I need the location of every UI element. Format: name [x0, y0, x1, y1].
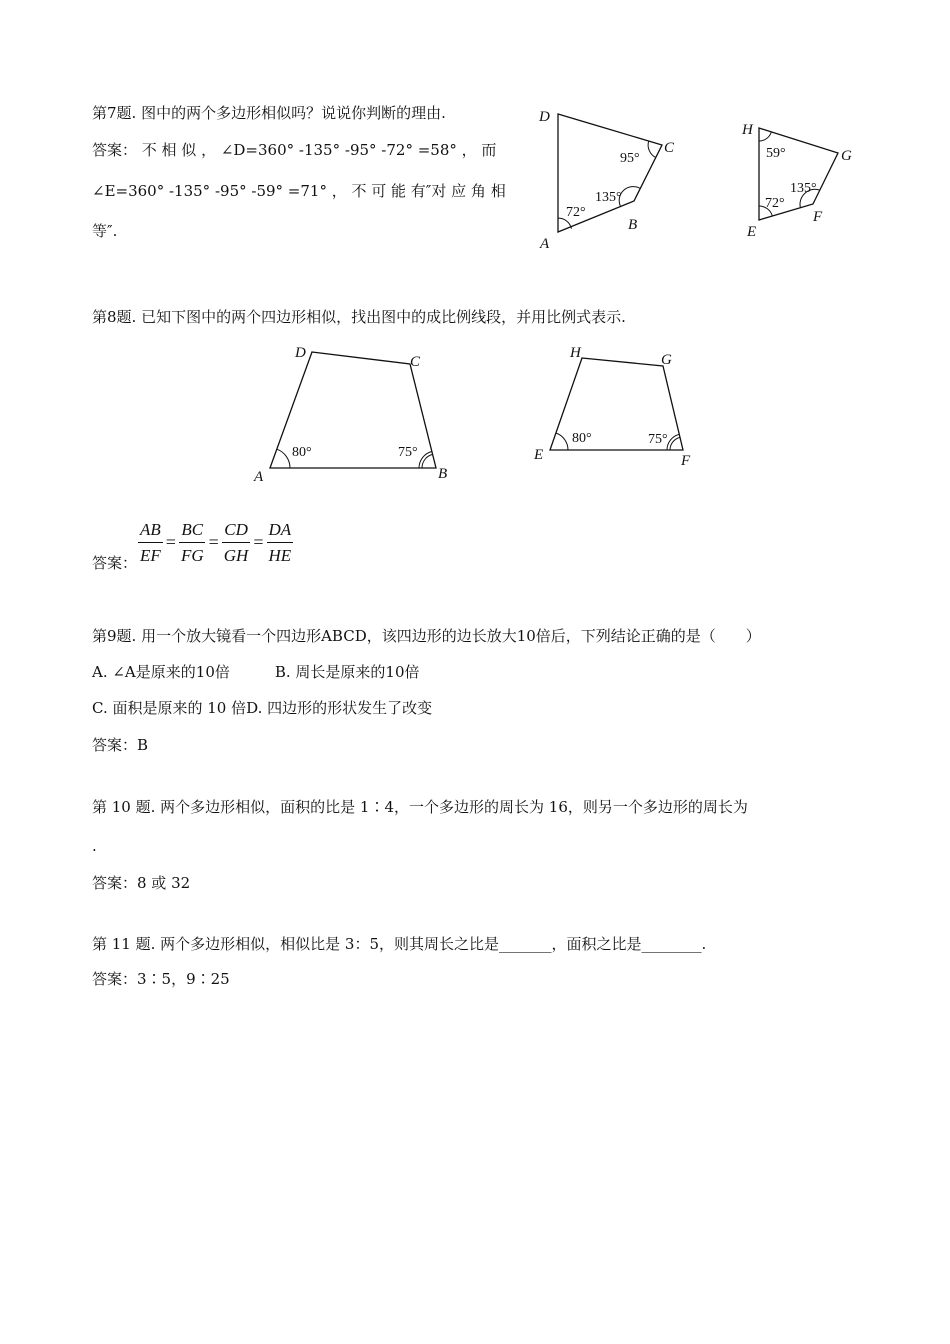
q8-answer-label: 答案： [92, 554, 138, 572]
label-C: C [664, 140, 675, 156]
label-E: E [747, 224, 757, 240]
q7-figure-abcd [530, 100, 690, 260]
equals-sign: = [208, 532, 219, 552]
ratio-4 [267, 519, 294, 566]
label-A: A [540, 236, 550, 252]
angle-E: 80° [572, 431, 592, 446]
q8-figure-efgh [530, 340, 710, 475]
angle-F: 75° [648, 432, 668, 447]
angle-B: 135° [595, 190, 622, 205]
angle-H: 59° [766, 146, 786, 161]
q9-answer: 答案：B [92, 736, 149, 754]
ratio-1-den: EF [140, 546, 161, 565]
ratio-2-den: FG [180, 546, 204, 565]
label-G: G [841, 148, 852, 164]
ratio-3-den: GH [223, 546, 249, 565]
angle-A: 80° [292, 445, 312, 460]
ratio-3-num: CD [222, 519, 250, 543]
q10-dot: . [92, 837, 97, 855]
q8-question: 第8题. 已知下图中的两个四边形相似，找出图中的成比例线段，并用比例式表示. [92, 308, 626, 326]
q9-options-ab: A. ∠A是原来的10倍 B. 周长是原来的10倍 [92, 663, 420, 681]
q10-answer: 答案：8 或 32 [92, 874, 191, 892]
angle-F: 135° [790, 181, 817, 196]
angle-B: 75° [398, 445, 418, 460]
q11-answer: 答案：3∶5，9∶25 [92, 970, 230, 988]
label-F: F [813, 209, 823, 225]
label-F: F [681, 453, 691, 469]
ratio-1-num: AB [138, 519, 163, 543]
label-C: C [410, 354, 421, 370]
q7-question: 第7题. 图中的两个多边形相似吗？说说你判断的理由. [92, 104, 446, 122]
label-E: E [534, 447, 544, 463]
q10-question: 第 10 题. 两个多边形相似，面积的比是 1∶4，一个多边形的周长为 16，则另一个多边形的周长为 [92, 798, 748, 816]
ratio-4-num: DA [267, 519, 294, 543]
q7-figure-efgh [740, 110, 870, 250]
q7-answer-line1: 答案： 不 相 似 ， ∠D=360° -135° -95° -72° =58° ， 而 [92, 141, 497, 159]
q9-question: 第9题. 用一个放大镜看一个四边形ABCD，该四边形的边长放大10倍后，下列结论正确的是（ ） [92, 627, 761, 645]
ratio-2 [179, 519, 206, 566]
ratio-4-den: HE [268, 546, 292, 565]
equals-sign: = [253, 532, 264, 552]
q7-answer-line3: 等″. [92, 222, 118, 240]
q8-answer [92, 512, 294, 573]
label-G: G [661, 352, 672, 368]
q7-answer-line2: ∠E=360° -135° -95° -59° =71° ， 不 可 能 有″对 应 角 相 [92, 182, 506, 200]
ratio-1 [138, 519, 163, 566]
equals-sign: = [165, 532, 176, 552]
q8-figure-abcd [250, 340, 460, 490]
label-A: A [254, 469, 264, 485]
q11-question: 第 11 题. 两个多边形相似，相似比是 3：5，则其周长之比是_______，面积之比是________. [92, 935, 707, 953]
label-B: B [628, 217, 638, 233]
label-H: H [570, 345, 581, 361]
angle-A: 72° [566, 205, 586, 220]
label-H: H [742, 122, 753, 138]
angle-C: 95° [620, 151, 640, 166]
ratio-3 [222, 519, 251, 566]
q9-options-cd: C. 面积是原来的 10 倍D. 四边形的形状发生了改变 [92, 699, 433, 717]
label-D: D [539, 109, 550, 125]
angle-E: 72° [765, 196, 785, 211]
ratio-2-num: BC [179, 519, 205, 543]
label-D: D [295, 345, 306, 361]
label-B: B [438, 466, 448, 482]
